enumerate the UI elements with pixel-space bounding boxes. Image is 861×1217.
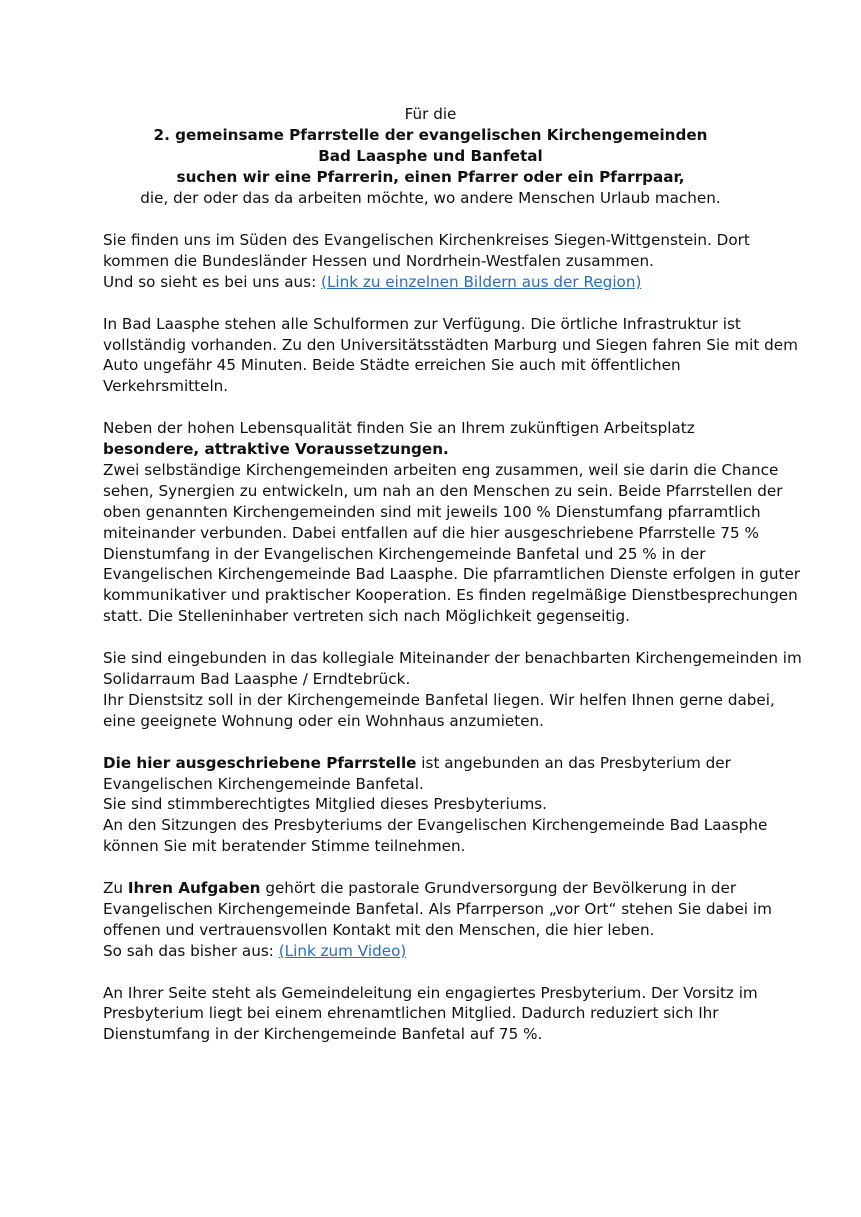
paragraph-location bbox=[103, 230, 803, 293]
position-title: 2. gemeinsame Pfarrstelle der evangelischen Kirchengemeinden bbox=[153, 126, 708, 144]
tasks-text: gehört die pastorale Grundversorgung der Bevölkerung in der Evangelischen Kirchengemeinde Banfetal. Als Pfarrperson „vor Ort“ stehen Sie dabei im offenen und vertrauensvollen Kontakt mit den Menschen, die hier leben. bbox=[103, 879, 772, 939]
conditions-intro: Neben der hohen Lebensqualität finden Sie an Ihrem zukünftigen Arbeitsplatz bbox=[103, 419, 695, 438]
paragraph-infrastructure: In Bad Laasphe stehen alle Schulformen zur Verfügung. Die örtliche Infrastruktur ist vollständig vorhanden. Zu den Universitätsstädten Marburg und Siegen fahren Sie mit dem Auto ungefähr 45 Minuten. Beide Städte erreichen Sie auch mit öffentlichen Verkehrsmitteln. bbox=[103, 314, 798, 396]
conditions-highlight: besondere, attraktive Voraussetzungen. bbox=[103, 440, 449, 459]
region-images-link[interactable]: (Link zu einzelnen Bildern aus der Region) bbox=[321, 272, 642, 291]
location-text: Sie finden uns im Süden des Evangelischen Kirchenkreises Siegen-Wittgenstein. Dort kommen die Bundesländer Hessen und Nordrhein-Westfalen zusammen. bbox=[103, 231, 750, 270]
paragraph-leadership: An Ihrer Seite steht als Gemeindeleitung ein engagiertes Presbyterium. Der Vorsitz im Presbyterium liegt bei einem ehrenamtlichen Mitglied. Dadurch reduziert sich Ihr Dienstumfang in der Kirchengemeinde Banfetal auf 75 %. bbox=[103, 983, 758, 1044]
paragraph-tasks bbox=[103, 878, 803, 962]
job-posting-header bbox=[60, 104, 801, 209]
solidarity-text: Sie sind eingebunden in das kollegiale Miteinander der benachbarten Kirchengemeinden im Solidarraum Bad Laasphe / Erndtebrück. bbox=[103, 649, 802, 688]
header-intro: Für die bbox=[404, 105, 457, 123]
document-body bbox=[103, 230, 803, 1066]
voting-member-text: Sie sind stimmberechtigtes Mitglied dieses Presbyteriums. bbox=[103, 795, 547, 814]
paragraph-conditions bbox=[103, 418, 803, 627]
paragraph-presbytery bbox=[103, 753, 803, 858]
video-link[interactable]: (Link zum Video) bbox=[278, 941, 407, 960]
tasks-highlight: Ihren Aufgaben bbox=[127, 879, 261, 898]
search-statement: suchen wir eine Pfarrerin, einen Pfarrer oder ein Pfarrpaar, bbox=[176, 168, 685, 186]
position-highlight: Die hier ausgeschriebene Pfarrstelle bbox=[103, 753, 417, 772]
presbytery-text: ist angebunden an das Presbyterium der Evangelischen Kirchengemeinde Banfetal. bbox=[103, 753, 731, 793]
video-lead: So sah das bisher aus: bbox=[103, 941, 279, 960]
region-images-lead: Und so sieht es bei uns aus: bbox=[103, 272, 322, 291]
parishes-names: Bad Laasphe und Banfetal bbox=[318, 147, 543, 165]
residence-text: Ihr Dienstsitz soll in der Kirchengemeinde Banfetal liegen. Wir helfen Ihnen gerne dabei, eine geeignete Wohnung oder ein Wohnhaus anzumieten. bbox=[103, 690, 775, 730]
conditions-text: Zwei selbständige Kirchengemeinden arbeiten eng zusammen, weil sie darin die Chance sehen, Synergien zu entwickeln, um nah an den Menschen zu sein. Beide Pfarrstellen der oben genannten Kirchengemeinden sind mit jeweils 100 % Dienstumfang pfarramtlich miteinander verbunden. Dabei entfallen auf die hier ausgeschriebene Pfarrstelle 75 % Dienstumfang in der Evangelischen Kirchengemeinde Banfetal und 25 % in der Evangelischen Kirchengemeinde Bad Laasphe. Die pfarramtlichen Dienste erfolgen in guter kommunikativer und praktischer Kooperation. Es finden regelmäßige Dienstbesprechungen statt. Die Stelleninhaber vertreten sich nach Möglichkeit gegenseitig. bbox=[103, 460, 801, 626]
tasks-pre: Zu bbox=[103, 879, 128, 898]
header-tagline: die, der oder das da arbeiten möchte, wo andere Menschen Urlaub machen. bbox=[140, 189, 721, 207]
paragraph-solidarity bbox=[103, 648, 803, 732]
advisory-vote-text: An den Sitzungen des Presbyteriums der Evangelischen Kirchengemeinde Bad Laasphe können Sie mit beratender Stimme teilnehmen. bbox=[103, 816, 768, 856]
